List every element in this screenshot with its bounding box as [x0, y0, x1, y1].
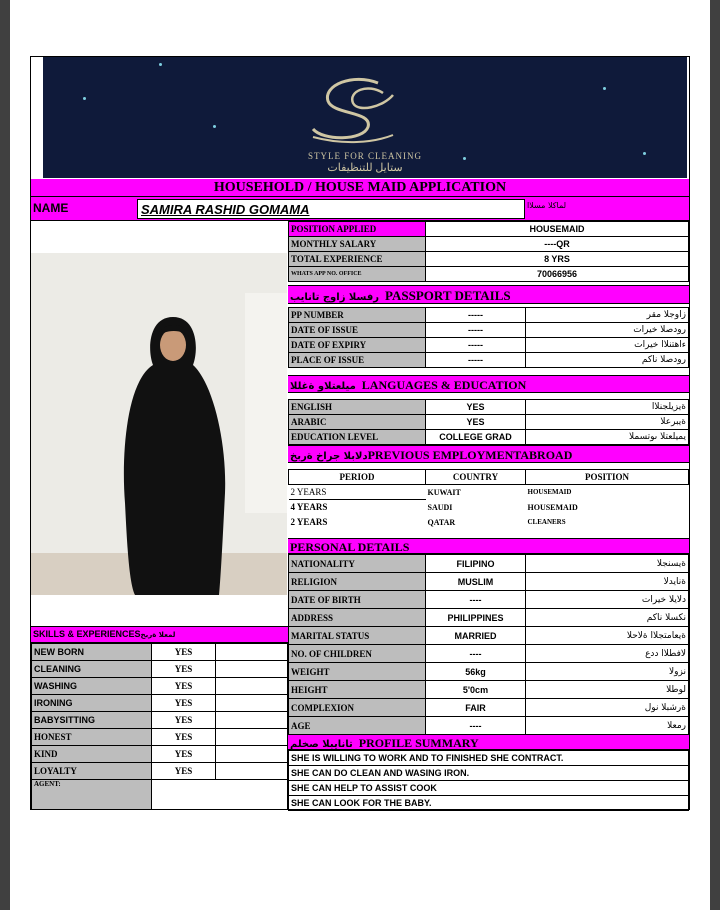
personal-title: PERSONAL DETAILS [290, 540, 410, 554]
table-row [32, 729, 288, 746]
left-edge [0, 0, 10, 910]
date-of-expiry-ar: ءاهتنلاا خيرات [526, 338, 689, 353]
weight-label: WEIGHT [289, 663, 426, 681]
nationality-ar: ةيسنجلا [526, 555, 689, 573]
period-cell: 2 YEARS [290, 517, 328, 527]
weight-ar: نزولا [526, 663, 689, 681]
monthly-salary-label: MONTHLY SALARY [289, 237, 426, 252]
height-value: 5'0cm [426, 681, 526, 699]
personal-table [288, 554, 689, 735]
address-ar: نكسلا ناكم [526, 609, 689, 627]
table-row [32, 746, 288, 763]
page-title: HOUSEHOLD / HOUSE MAID APPLICATION [31, 179, 689, 197]
table-row [32, 712, 288, 729]
employment-title: PREVIOUS EMPLOYMENTABROAD [367, 448, 573, 462]
height-ar: لوطلا [526, 681, 689, 699]
agent-label: AGENT: [32, 780, 152, 810]
name-label: NAME [33, 201, 69, 215]
date-of-issue-value: ----- [426, 323, 526, 338]
skill-value: YES [152, 661, 216, 678]
country-cell: QATAR [427, 517, 456, 527]
skill-value: YES [152, 678, 216, 695]
place-of-issue-value: ----- [426, 353, 526, 368]
education-level-ar: يميلعتلا ىوتسملا [526, 430, 689, 445]
employment-section-header [288, 445, 689, 463]
skills-title-ar: لمعلا ةربخ [140, 631, 176, 639]
period-cell: 4 YEARS [289, 500, 426, 515]
english-value: YES [426, 400, 526, 415]
name-row [31, 197, 689, 221]
personal-section-header [288, 538, 689, 554]
skill-label: CLEANING [32, 661, 152, 678]
right-edge [710, 0, 720, 910]
languages-table [288, 399, 689, 445]
skills-section-header [31, 626, 288, 643]
name-label-ar: لماكلا مسلاا [527, 201, 567, 210]
marital-status-ar: ةيعامتجلاا ةلاحلا [526, 627, 689, 645]
date-of-birth-label: DATE OF BIRTH [289, 591, 426, 609]
position-applied-label: POSITION APPLIED [289, 222, 426, 237]
period-cell: 2 YEARS [290, 487, 327, 497]
weight-value: 56kg [426, 663, 526, 681]
languages-title: LANGUAGES & EDUCATION [361, 378, 527, 392]
religion-value: MUSLIM [426, 573, 526, 591]
complexion-ar: ةرشبلا نول [526, 699, 689, 717]
nationality-value: FILIPINO [426, 555, 526, 573]
address-label: ADDRESS [289, 609, 426, 627]
age-value: ---- [426, 717, 526, 735]
languages-title-ar: ميلعتلاو ةغللا [290, 381, 356, 392]
country-header: COUNTRY [426, 470, 526, 485]
arabic-label: ARABIC [289, 415, 426, 430]
profile-line: SHE IS WILLING TO WORK AND TO FINISHED SHE CONTRACT. [289, 751, 689, 766]
skill-value: YES [152, 695, 216, 712]
position-table [288, 221, 689, 282]
whatsapp-label: WHATS APP NO. OFFICE [289, 267, 426, 282]
complexion-value: FAIR [426, 699, 526, 717]
employment-title-ar: دلابلا جراخ ةربخ [290, 451, 368, 462]
profile-title: PROFILE SUMMARY [358, 736, 479, 750]
marital-status-value: MARRIED [426, 627, 526, 645]
passport-table [288, 307, 689, 368]
position-cell: HOUSEMAID [527, 502, 578, 512]
skill-value: YES [152, 729, 216, 746]
table-row [289, 500, 689, 515]
country-cell: KUWAIT [427, 487, 461, 497]
pp-number-value: ----- [426, 308, 526, 323]
list-item [289, 781, 689, 796]
skill-label: IRONING [32, 695, 152, 712]
profile-table [288, 750, 689, 811]
religion-ar: ةنايدلا [526, 573, 689, 591]
name-value: SAMIRA RASHID GOMAMA [141, 202, 310, 217]
table-row [32, 678, 288, 695]
date-of-expiry-label: DATE OF EXPIRY [289, 338, 426, 353]
brand-name-ar: ستايل للتنظيفات [327, 162, 403, 174]
pp-number-label: PP NUMBER [289, 308, 426, 323]
list-item [289, 766, 689, 781]
skill-label: BABYSITTING [32, 712, 152, 729]
monthly-salary-value: ----QR [426, 237, 689, 252]
profile-line: SHE CAN DO CLEAN AND WASING IRON. [289, 766, 689, 781]
date-of-birth-value: ---- [426, 591, 526, 609]
applicant-photo [31, 253, 287, 595]
table-row [289, 515, 689, 530]
children-label: NO. OF CHILDREN [289, 645, 426, 663]
skills-table [31, 643, 288, 810]
profile-line: SHE CAN HELP TO ASSIST COOK [289, 781, 689, 796]
profile-section-header [288, 734, 689, 750]
employment-table [288, 469, 689, 530]
date-of-expiry-value: ----- [426, 338, 526, 353]
english-label: ENGLISH [289, 400, 426, 415]
skills-title: SKILLS & EXPERIENCES [33, 629, 141, 639]
brand-logo-icon [283, 71, 433, 151]
skill-label: HONEST [32, 729, 152, 746]
nationality-label: NATIONALITY [289, 555, 426, 573]
skill-value: YES [152, 746, 216, 763]
table-row [32, 780, 288, 810]
education-level-value: COLLEGE GRAD [426, 430, 526, 445]
position-applied-value: HOUSEMAID [426, 222, 689, 237]
complexion-label: COMPLEXION [289, 699, 426, 717]
list-item [289, 751, 689, 766]
skill-label: WASHING [32, 678, 152, 695]
place-of-issue-label: PLACE OF ISSUE [289, 353, 426, 368]
address-value: PHILIPPINES [426, 609, 526, 627]
passport-title-ar: رفسلا زاوج تانايب [290, 292, 380, 303]
children-value: ---- [426, 645, 526, 663]
passport-title: PASSPORT DETAILS [385, 288, 511, 303]
education-level-label: EDUCATION LEVEL [289, 430, 426, 445]
brand-banner [43, 57, 687, 178]
skill-value: YES [152, 712, 216, 729]
arabic-value: YES [426, 415, 526, 430]
profile-title-ar: تانايبلا صخلم [290, 739, 353, 750]
position-cell: HOUSEMAID [527, 488, 572, 497]
english-ar: ةيزيلجنلاا [526, 400, 689, 415]
age-label: AGE [289, 717, 426, 735]
passport-section-header [288, 285, 689, 304]
table-row [32, 763, 288, 780]
table-row [32, 644, 288, 661]
application-sheet [30, 56, 690, 810]
table-row [32, 695, 288, 712]
skill-label: NEW BORN [32, 644, 152, 661]
period-header: PERIOD [289, 470, 426, 485]
total-experience-label: TOTAL EXPERIENCE [289, 252, 426, 267]
marital-status-label: MARITAL STATUS [289, 627, 426, 645]
position-header: POSITION [526, 470, 689, 485]
name-box [137, 199, 525, 219]
children-ar: لافطلاا ددع [526, 645, 689, 663]
skill-label: LOYALTY [32, 763, 152, 780]
arabic-ar: ةيبرعلا [526, 415, 689, 430]
brand-name-en: STYLE FOR CLEANING [308, 151, 422, 161]
pp-number-ar: زاوجلا مقر [526, 308, 689, 323]
list-item [289, 796, 689, 811]
table-row [32, 661, 288, 678]
place-of-issue-ar: رودصلا ناكم [526, 353, 689, 368]
height-label: HEIGHT [289, 681, 426, 699]
age-ar: رمعلا [526, 717, 689, 735]
table-row [289, 485, 689, 500]
position-cell: CLEANERS [527, 518, 566, 526]
religion-label: RELIGION [289, 573, 426, 591]
skill-label: KIND [32, 746, 152, 763]
skill-value: YES [152, 644, 216, 661]
person-figure-icon [31, 253, 287, 595]
date-of-birth-ar: دلايلا خيرات [526, 591, 689, 609]
country-cell: SAUDI [427, 502, 453, 512]
date-of-issue-ar: رودصلا خيرات [526, 323, 689, 338]
skill-value: YES [152, 763, 216, 780]
whatsapp-value: 70066956 [426, 267, 689, 282]
total-experience-value: 8 YRS [426, 252, 689, 267]
date-of-issue-label: DATE OF ISSUE [289, 323, 426, 338]
languages-section-header [288, 375, 689, 393]
profile-line: SHE CAN LOOK FOR THE BABY. [289, 796, 689, 811]
